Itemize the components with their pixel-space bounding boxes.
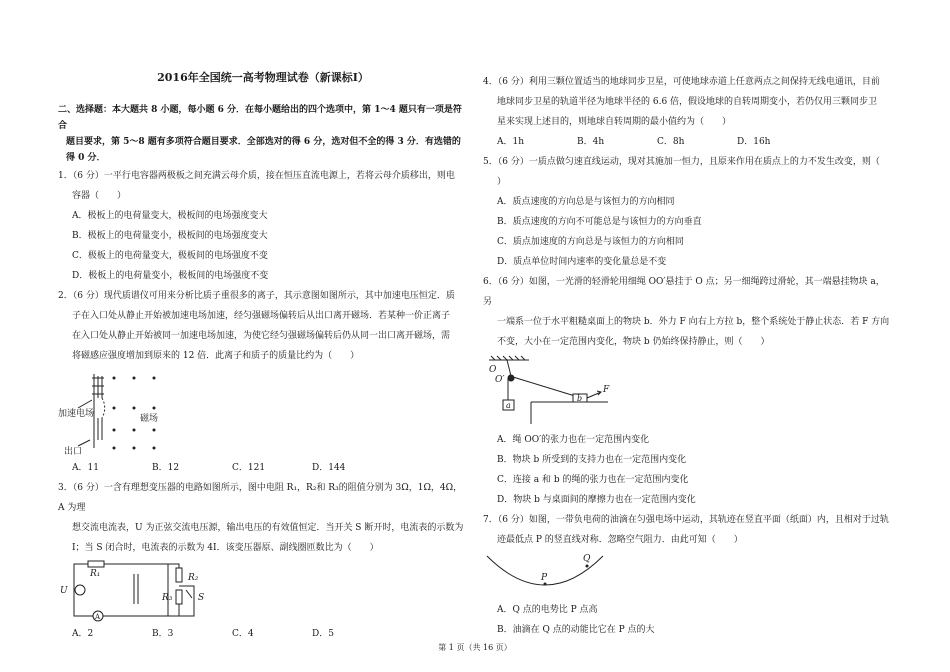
question-line: 6．（6 分）如图，一光滑的轻滑轮用细绳 OO′悬挂于 O 点；另一细绳跨过滑轮，其一端悬挂物块 a，另 bbox=[483, 277, 885, 307]
option-c: C．8h bbox=[657, 137, 685, 147]
question-7 bbox=[483, 510, 893, 640]
question-line: 3．（6 分）一含有理想变压器的电路如图所示，图中电阻 R₁，R₂和 R₃的阻值分别为 3Ω，1Ω，4Ω，A 为理 bbox=[58, 483, 463, 513]
question-line: I；当 S 闭合时，电流表的示数为 4I．该变压器原、副线圈匝数比为（ ） bbox=[72, 543, 379, 553]
option-a: A．1h bbox=[497, 137, 525, 147]
option-a: A．质点速度的方向总是与该恒力的方向相同 bbox=[497, 197, 675, 207]
question-line: 4．（6 分）利用三颗位置适当的地球同步卫星，可使地球赤道上任意两点之间保持无线电通讯，目前 bbox=[483, 77, 880, 87]
label-block-a: a bbox=[506, 401, 511, 410]
question-5 bbox=[483, 152, 893, 272]
right-column bbox=[483, 72, 893, 640]
label-p: P bbox=[541, 573, 548, 583]
question-2 bbox=[58, 286, 468, 478]
question-line: 5．（6 分）一质点做匀速直线运动，现对其施加一恒力，且原来作用在质点上的力不发生改变，则（ bbox=[483, 157, 880, 167]
label-r3: R₃ bbox=[162, 593, 173, 603]
section-line: 得 0 分． bbox=[66, 153, 106, 163]
option-c: C．121 bbox=[232, 463, 266, 473]
question-line: 星来实现上述目的，则地球自转周期的最小值约为（ ） bbox=[497, 117, 732, 127]
options-row bbox=[483, 132, 893, 152]
label-u: U bbox=[60, 586, 68, 596]
mass-spectrometer-figure bbox=[58, 368, 258, 456]
transformer-circuit-figure bbox=[58, 560, 218, 622]
option-c: C．4 bbox=[232, 629, 254, 639]
question-line: 地球同步卫星的轨道半径为地球半径的 6.6 倍，假设地球的自转周期变小，若仍仅用三颗同步卫 bbox=[497, 97, 878, 107]
question-line: 子在入口处从静止开始被加速电场加速，经匀强磁场偏转后从出口离开磁场．若某种一价正离子 bbox=[72, 311, 451, 321]
option-a: A．极板上的电荷量变大，极板间的电场强度变大 bbox=[72, 211, 268, 221]
option-d: D．144 bbox=[312, 463, 346, 473]
option-c: C．连接 a 和 b 的绳的张力也在一定范围内变化 bbox=[497, 475, 689, 485]
pulley-figure bbox=[483, 354, 633, 428]
label-r1: R₁ bbox=[90, 569, 101, 579]
option-b: B．油滴在 Q 点的动能比它在 P 点的大 bbox=[497, 625, 655, 635]
question-line: 将磁感应强度增加到原来的 12 倍．此离子和质子的质量比约为（ ） bbox=[72, 351, 360, 361]
question-line: 想交流电流表，U 为正弦交流电压源，输出电压的有效值恒定．当开关 S 断开时，电流表的示数为 bbox=[72, 523, 464, 533]
option-a: A．11 bbox=[72, 463, 99, 473]
option-d: D．5 bbox=[312, 629, 334, 639]
label-exit: 出口 bbox=[64, 447, 83, 456]
label-q: Q bbox=[583, 554, 591, 564]
question-4 bbox=[483, 72, 893, 152]
label-accel-field: 加速电场 bbox=[58, 409, 95, 419]
options-row bbox=[58, 624, 468, 644]
option-b: B．12 bbox=[152, 463, 180, 473]
label-magnetic-field: 磁场 bbox=[140, 414, 159, 424]
question-line: 容器（ ） bbox=[72, 191, 127, 201]
trajectory-figure bbox=[483, 552, 623, 598]
question-3 bbox=[58, 478, 468, 644]
label-block-b: b bbox=[577, 394, 583, 403]
options-row bbox=[58, 458, 468, 478]
option-a: A．Q 点的电势比 P 点高 bbox=[497, 605, 598, 615]
option-b: B．质点速度的方向不可能总是与该恒力的方向垂直 bbox=[497, 217, 702, 227]
option-c: C．质点加速度的方向总是与该恒力的方向相同 bbox=[497, 237, 684, 247]
option-d: D．质点单位时间内速率的变化量总是不变 bbox=[497, 257, 667, 267]
question-line: ） bbox=[497, 177, 507, 187]
question-line: 迹最低点 P 的竖直线对称．忽略空气阻力．由此可知（ ） bbox=[497, 535, 743, 545]
question-6 bbox=[483, 272, 893, 510]
left-column bbox=[58, 72, 468, 644]
section-line: 题目要求，第 5～8 题有多项符合题目要求．全部选对的得 6 分，选对但不全的得 3 分．有选错的 bbox=[66, 137, 461, 147]
option-b: B．极板上的电荷量变小，极板间的电场强度变大 bbox=[72, 231, 268, 241]
label-force-f: F bbox=[603, 385, 610, 395]
label-ammeter: A bbox=[95, 613, 101, 621]
option-b: B．3 bbox=[152, 629, 174, 639]
page-title: 2016年全国统一高考物理试卷（新课标Ⅰ） bbox=[157, 71, 369, 84]
option-a: A．2 bbox=[72, 629, 94, 639]
section-instructions bbox=[58, 102, 468, 166]
question-line: 7．（6 分）如图，一带负电荷的油滴在匀强电场中运动，其轨迹在竖直平面（纸面）内，且相对于过轨 bbox=[483, 515, 889, 525]
label-r2: R₂ bbox=[188, 573, 199, 583]
section-line: 二、选择题：本大题共 8 小题，每小题 6 分．在每小题给出的四个选项中，第 1～4 题只有一项是符合 bbox=[58, 105, 462, 131]
option-d: D．物块 b 与桌面间的摩擦力也在一定范围内变化 bbox=[497, 495, 696, 505]
question-line: 不变，大小在一定范围内变化，物块 b 仍始终保持静止，则（ ） bbox=[497, 337, 770, 347]
option-d: D．16h bbox=[737, 137, 771, 147]
question-line: 一端系一位于水平粗糙桌面上的物块 b．外力 F 向右上方拉 b，整个系统处于静止状态．若 F 方向 bbox=[497, 317, 890, 327]
question-line: 在入口处从静止开始被同一加速电场加速，为使它经匀强磁场偏转后仍从同一出口离开磁场，需 bbox=[72, 331, 451, 341]
option-a: A．绳 OO′的张力也在一定范围内变化 bbox=[497, 435, 650, 445]
question-1 bbox=[58, 166, 468, 286]
option-b: B．4h bbox=[577, 137, 605, 147]
label-switch: S bbox=[198, 593, 205, 603]
question-line: 2．（6 分）现代质谱仪可用来分析比质子重很多的离子，其示意图如图所示，其中加速电压恒定．质 bbox=[58, 291, 455, 301]
option-b: B．物块 b 所受到的支持力也在一定范围内变化 bbox=[497, 455, 687, 465]
option-c: C．极板上的电荷量变大，极板间的电场强度不变 bbox=[72, 251, 268, 261]
label-o-prime: O′ bbox=[495, 375, 505, 385]
question-line: 1．（6 分）一平行电容器两极板之间充满云母介质，接在恒压直流电源上，若将云母介质移出，则电 bbox=[58, 171, 455, 181]
page-footer: 第 1 页（共 16 页） bbox=[438, 643, 512, 652]
option-d: D．极板上的电荷量变小，极板间的电场强度不变 bbox=[72, 271, 269, 281]
label-o: O bbox=[489, 365, 497, 375]
